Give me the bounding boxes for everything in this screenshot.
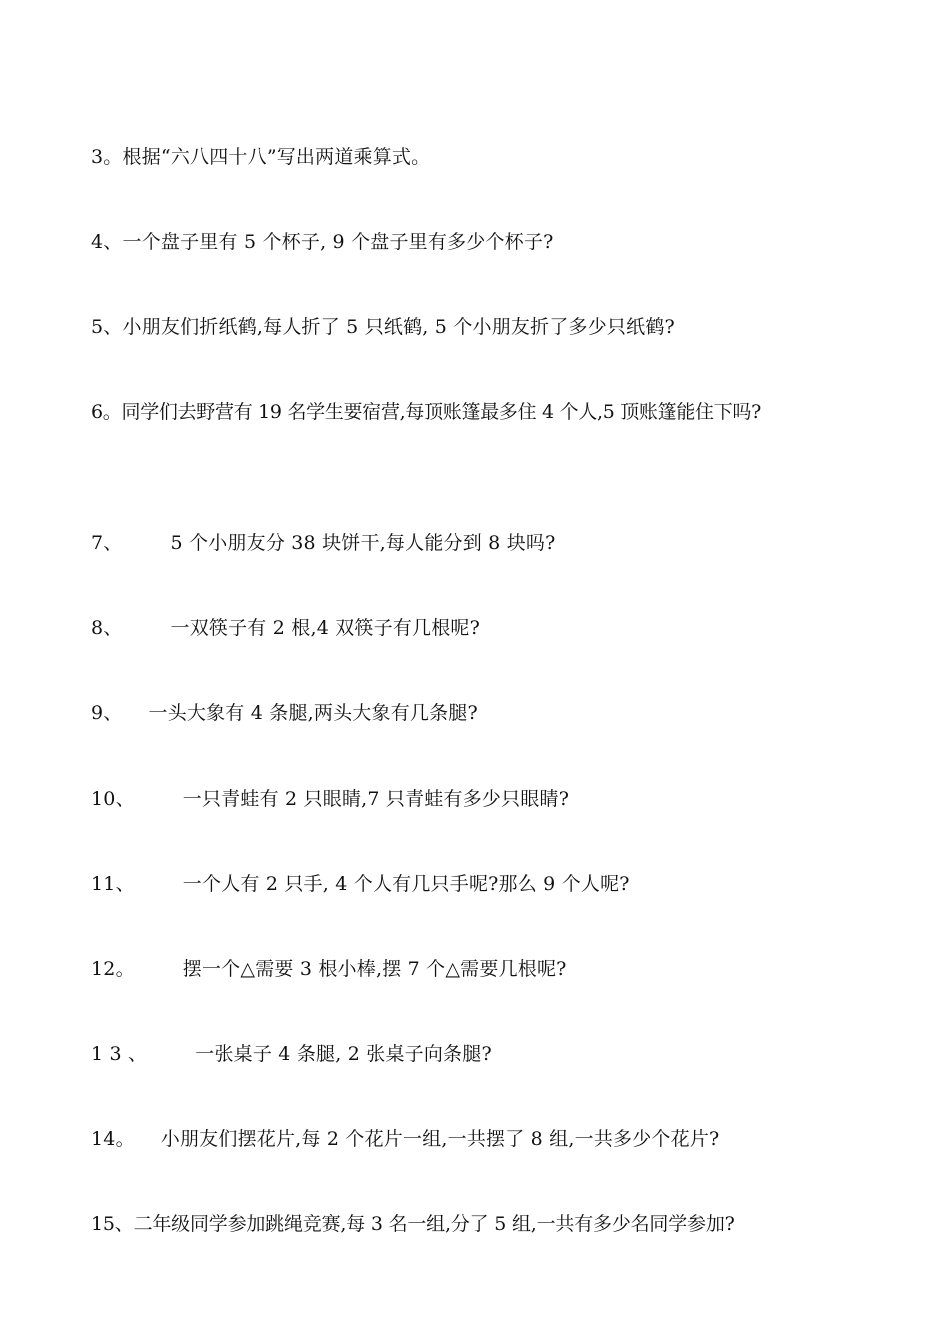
question-text: 5 个小朋友分 38 块饼干,每人能分到 8 块吗? bbox=[170, 532, 556, 554]
question-number: 1 3 、 bbox=[91, 1043, 148, 1065]
question-number: 10、 bbox=[91, 788, 135, 810]
question-3 bbox=[91, 144, 430, 170]
question-text: 小朋友们折纸鹤,每人折了 5 只纸鹤, 5 个小朋友折了多少只纸鹤? bbox=[122, 316, 675, 338]
question-number: 12。 bbox=[91, 958, 135, 980]
question-text: 小朋友们摆花片,每 2 个花片一组,一共摆了 8 组,一共多少个花片? bbox=[160, 1128, 720, 1150]
question-9 bbox=[91, 700, 478, 726]
question-12 bbox=[91, 956, 567, 982]
question-13 bbox=[91, 1041, 492, 1067]
question-5 bbox=[91, 314, 675, 340]
question-text: 根据“六八四十八”写出两道乘算式。 bbox=[122, 146, 431, 168]
question-8 bbox=[91, 615, 480, 641]
question-4 bbox=[91, 229, 553, 255]
question-14 bbox=[91, 1126, 719, 1152]
question-number: 4、 bbox=[91, 231, 123, 253]
question-15 bbox=[91, 1211, 735, 1237]
question-7 bbox=[91, 530, 555, 556]
question-number: 6。 bbox=[91, 401, 122, 423]
question-number: 9、 bbox=[91, 702, 123, 724]
question-11 bbox=[91, 871, 630, 897]
question-text: 一只青蛙有 2 只眼睛,7 只青蛙有多少只眼睛? bbox=[182, 788, 570, 810]
question-number: 8、 bbox=[91, 617, 123, 639]
question-number: 5、 bbox=[91, 316, 123, 338]
question-number: 3。 bbox=[91, 146, 123, 168]
question-number: 14。 bbox=[91, 1128, 135, 1150]
question-text: 一双筷子有 2 根,4 双筷子有几根呢? bbox=[170, 617, 481, 639]
question-number: 11、 bbox=[91, 873, 135, 895]
question-text: 一头大象有 4 条腿,两头大象有几条腿? bbox=[148, 702, 478, 724]
question-text: 同学们去野营有 19 名学生要宿营,每顶账篷最多住 4 个人,5 顶账篷能住下吗? bbox=[121, 401, 762, 423]
question-number: 15、 bbox=[91, 1213, 134, 1235]
question-text: 一个盘子里有 5 个杯子, 9 个盘子里有多少个杯子? bbox=[122, 231, 554, 253]
question-text: 一个人有 2 只手, 4 个人有几只手呢?那么 9 个人呢? bbox=[182, 873, 630, 895]
question-number: 7、 bbox=[91, 532, 123, 554]
question-text: 二年级同学参加跳绳竞赛,每 3 名一组,分了 5 组,一共有多少名同学参加? bbox=[133, 1213, 735, 1235]
question-text: 一张桌子 4 条腿, 2 张桌子向条腿? bbox=[195, 1043, 492, 1065]
question-6 bbox=[91, 399, 761, 425]
question-text: 摆一个△需要 3 根小棒,摆 7 个△需要几根呢? bbox=[182, 958, 567, 980]
question-10 bbox=[91, 786, 569, 812]
